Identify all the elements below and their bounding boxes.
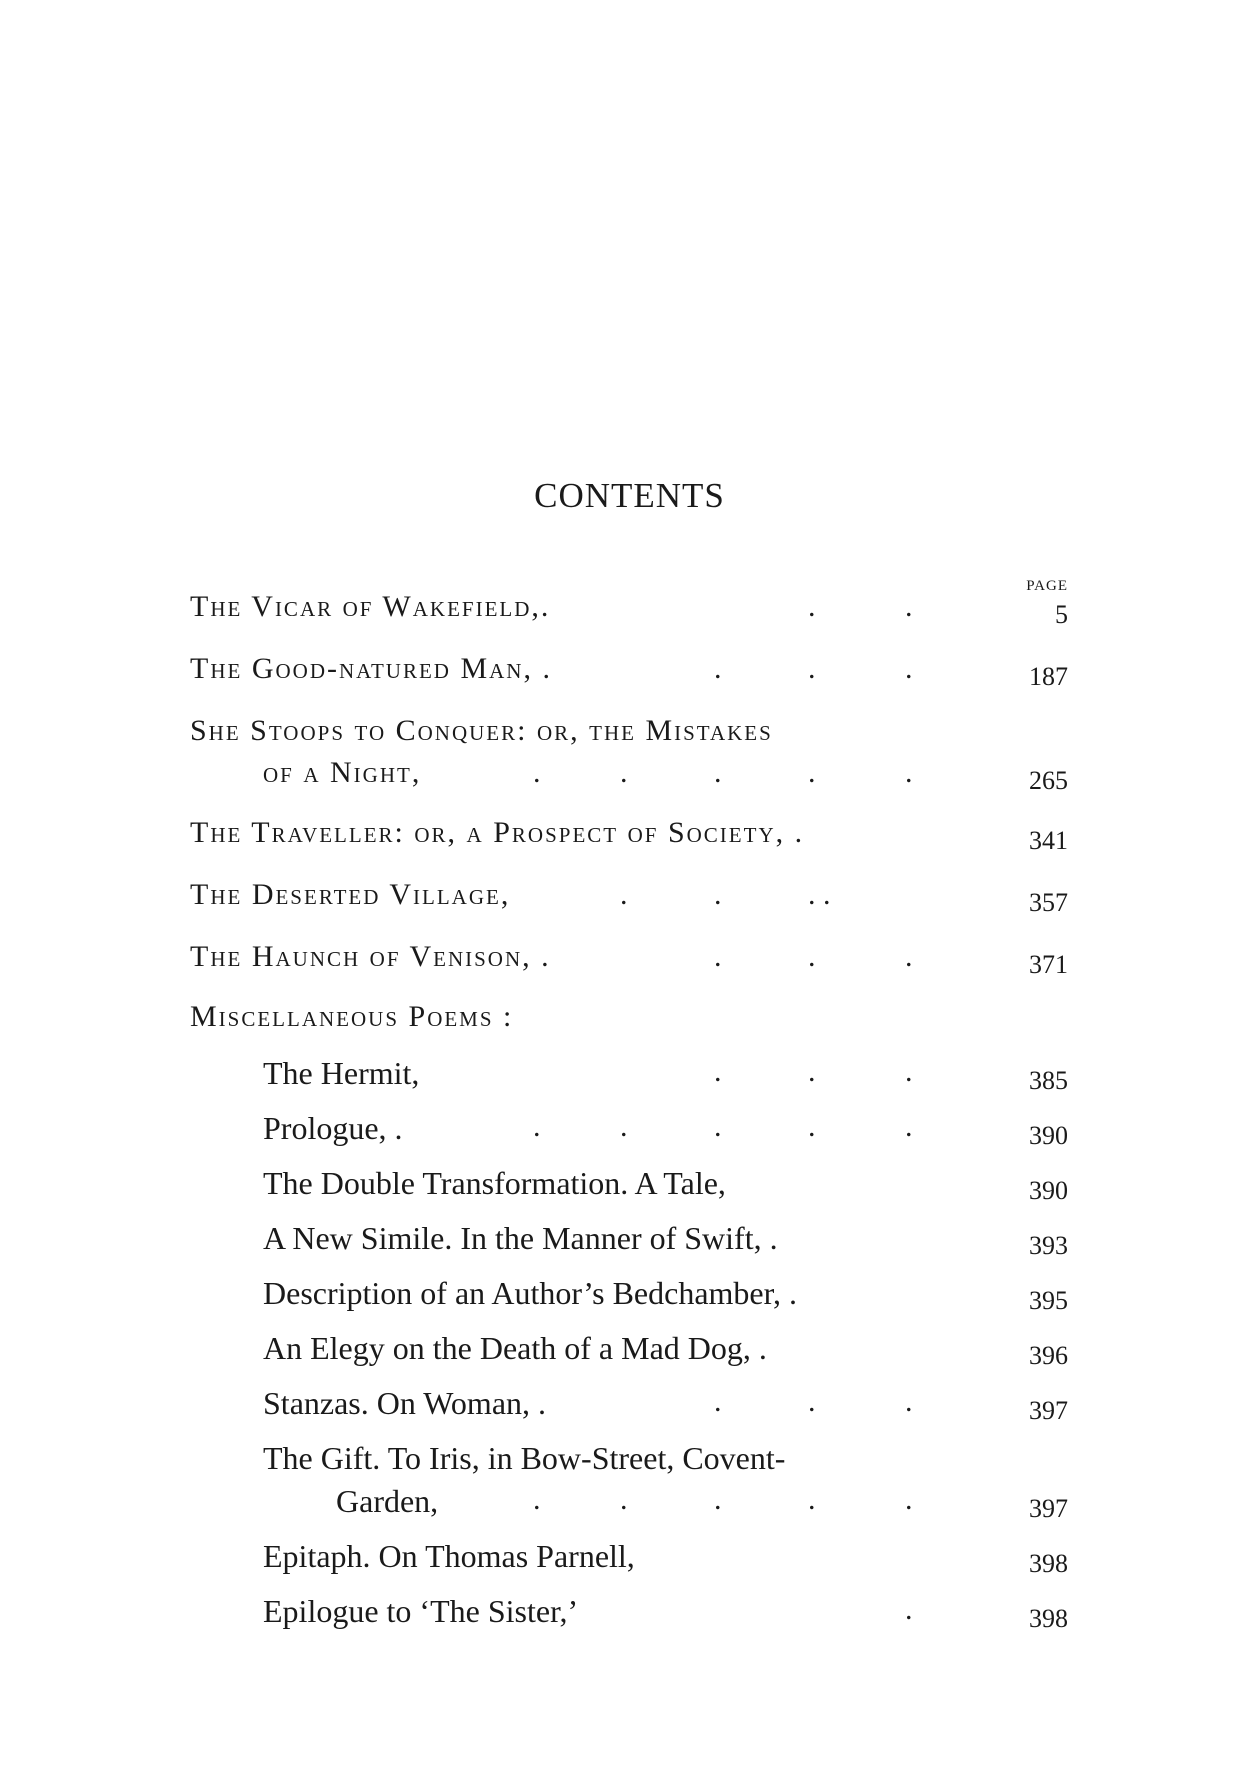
poem-title-continued: Garden, xyxy=(336,1483,439,1519)
leader-dot: . xyxy=(905,1483,913,1516)
poem-page: 390 xyxy=(1029,1121,1068,1150)
leader-dot: . xyxy=(905,1385,913,1418)
leader-dot: . xyxy=(714,940,722,973)
poem-title: Epilogue to ‘The Sister,’ xyxy=(263,1593,579,1629)
leader-dot: . . xyxy=(808,878,831,911)
poem-title: Epitaph. On Thomas Parnell, xyxy=(263,1538,635,1574)
leader-dot: . xyxy=(808,756,816,789)
leader-dot: . xyxy=(905,1110,913,1143)
leader-dot: . xyxy=(808,1110,816,1143)
poem-page: 390 xyxy=(1029,1176,1068,1205)
poem-page: 393 xyxy=(1029,1231,1068,1260)
leader-dot: . xyxy=(714,756,722,789)
leader-dot: . xyxy=(714,1385,722,1418)
entry-page: 357 xyxy=(1029,888,1068,917)
poem-page: 397 xyxy=(1029,1494,1068,1523)
leader-dot: . xyxy=(620,1483,628,1516)
leader-dot: . xyxy=(714,1483,722,1516)
entry-title: The Traveller: or, a Prospect of Society, . xyxy=(190,816,805,849)
poem-title: The Double Transformation. A Tale, xyxy=(263,1165,726,1201)
leader-dot: . xyxy=(808,1483,816,1516)
leader-dot: . xyxy=(620,1110,628,1143)
poem-title: An Elegy on the Death of a Mad Dog, . xyxy=(263,1330,767,1366)
leader-dot: . xyxy=(533,1110,541,1143)
entry-title: The Good-natured Man, . xyxy=(190,652,552,685)
leader-dot: . xyxy=(714,1055,722,1088)
entry-title: She Stoops to Conquer: or, the Mistakes xyxy=(190,714,773,747)
page-column-label: PAGE xyxy=(1026,578,1068,594)
poem-title: The Hermit, xyxy=(263,1055,420,1091)
leader-dot: . xyxy=(905,1593,913,1626)
section-heading: Miscellaneous Poems : xyxy=(190,1000,514,1033)
entry-page: 341 xyxy=(1029,826,1068,855)
page-title: CONTENTS xyxy=(534,476,725,515)
leader-dot: . xyxy=(533,756,541,789)
entry-title: The Vicar of Wakefield,. xyxy=(190,590,551,623)
leader-dot: . xyxy=(905,1055,913,1088)
entry-page: 371 xyxy=(1029,950,1068,979)
poem-title: Description of an Author’s Bedchamber, . xyxy=(263,1275,797,1311)
entry-page: 187 xyxy=(1029,662,1068,691)
poem-page: 395 xyxy=(1029,1286,1068,1315)
leader-dot: . xyxy=(905,652,913,685)
poem-title: The Gift. To Iris, in Bow-Street, Covent- xyxy=(263,1440,786,1476)
poem-page: 396 xyxy=(1029,1341,1068,1370)
leader-dot: . xyxy=(620,756,628,789)
entry-page: 5 xyxy=(1055,600,1068,629)
poem-title: A New Simile. In the Manner of Swift, . xyxy=(263,1220,778,1256)
leader-dot: . xyxy=(808,940,816,973)
leader-dot: . xyxy=(808,1385,816,1418)
leader-dot: . xyxy=(808,1055,816,1088)
poem-title: Stanzas. On Woman, . xyxy=(263,1385,547,1421)
leader-dot: . xyxy=(905,590,913,623)
entry-title: The Haunch of Venison, . xyxy=(190,940,551,973)
leader-dot: . xyxy=(533,1483,541,1516)
poem-page: 398 xyxy=(1029,1604,1068,1633)
leader-dot: . xyxy=(905,940,913,973)
poem-page: 385 xyxy=(1029,1066,1068,1095)
poem-page: 398 xyxy=(1029,1549,1068,1578)
leader-dot: . xyxy=(620,878,628,911)
leader-dot: . xyxy=(714,652,722,685)
entry-page: 265 xyxy=(1029,766,1068,795)
leader-dot: . xyxy=(714,1110,722,1143)
poem-title: Prologue, . xyxy=(263,1110,403,1146)
leader-dot: . xyxy=(808,590,816,623)
entry-title: The Deserted Village, xyxy=(190,878,511,911)
entry-title-continued: of a Night, xyxy=(263,756,422,789)
leader-dot: . xyxy=(905,756,913,789)
leader-dot: . xyxy=(808,652,816,685)
leader-dot: . xyxy=(714,878,722,911)
poem-page: 397 xyxy=(1029,1396,1068,1425)
